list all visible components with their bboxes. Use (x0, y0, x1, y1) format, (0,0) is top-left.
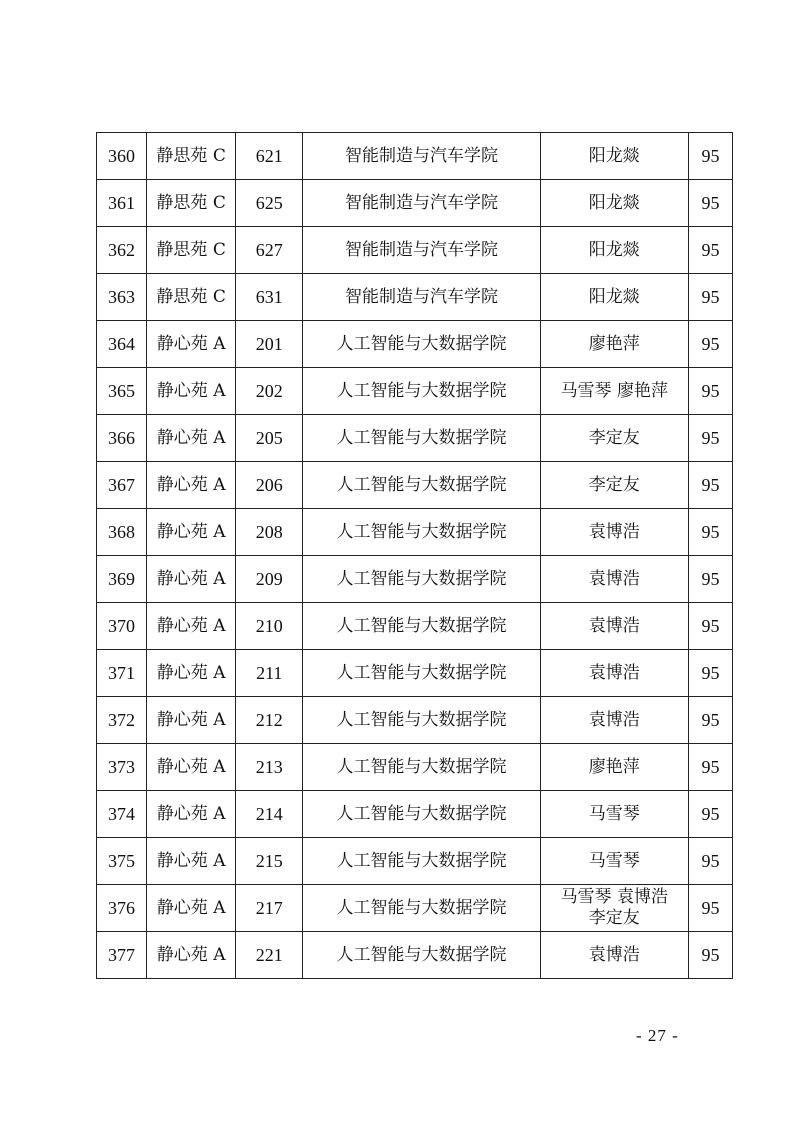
cell-college: 人工智能与大数据学院 (303, 556, 540, 603)
table-row (97, 133, 733, 180)
cell-building: 静思苑 C (147, 227, 236, 274)
cell-college: 人工智能与大数据学院 (303, 791, 540, 838)
cell-advisor: 阳龙燚 (540, 180, 688, 227)
cell-number: 369 (97, 556, 147, 603)
table-row (97, 180, 733, 227)
cell-score: 95 (688, 415, 732, 462)
cell-room: 209 (236, 556, 303, 603)
cell-advisor (540, 885, 688, 932)
cell-building: 静心苑 A (147, 932, 236, 979)
cell-building: 静思苑 C (147, 274, 236, 321)
cell-building: 静思苑 C (147, 133, 236, 180)
cell-room: 213 (236, 744, 303, 791)
cell-score: 95 (688, 885, 732, 932)
table-row (97, 368, 733, 415)
cell-room: 210 (236, 603, 303, 650)
cell-number: 366 (97, 415, 147, 462)
cell-college: 人工智能与大数据学院 (303, 415, 540, 462)
cell-building: 静心苑 A (147, 321, 236, 368)
table-row (97, 227, 733, 274)
cell-number: 374 (97, 791, 147, 838)
table-row (97, 415, 733, 462)
table-row (97, 838, 733, 885)
cell-room: 212 (236, 697, 303, 744)
cell-score: 95 (688, 932, 732, 979)
cell-building: 静心苑 A (147, 556, 236, 603)
cell-number: 365 (97, 368, 147, 415)
cell-building: 静思苑 C (147, 180, 236, 227)
cell-number: 364 (97, 321, 147, 368)
cell-score: 95 (688, 227, 732, 274)
cell-advisor: 袁博浩 (540, 932, 688, 979)
cell-building: 静心苑 A (147, 509, 236, 556)
cell-score: 95 (688, 744, 732, 791)
cell-room: 631 (236, 274, 303, 321)
cell-college: 人工智能与大数据学院 (303, 697, 540, 744)
table-row (97, 932, 733, 979)
cell-number: 376 (97, 885, 147, 932)
cell-building: 静心苑 A (147, 838, 236, 885)
cell-room: 201 (236, 321, 303, 368)
cell-college: 智能制造与汽车学院 (303, 227, 540, 274)
cell-number: 362 (97, 227, 147, 274)
advisor-line: 李定友 (588, 908, 640, 928)
cell-score: 95 (688, 650, 732, 697)
cell-number: 363 (97, 274, 147, 321)
table-row (97, 321, 733, 368)
cell-building: 静心苑 A (147, 462, 236, 509)
cell-room: 215 (236, 838, 303, 885)
cell-room: 627 (236, 227, 303, 274)
cell-advisor: 廖艳萍 (540, 744, 688, 791)
cell-building: 静心苑 A (147, 415, 236, 462)
cell-room: 211 (236, 650, 303, 697)
cell-room: 221 (236, 932, 303, 979)
cell-score: 95 (688, 556, 732, 603)
cell-score: 95 (688, 838, 732, 885)
table-body (97, 133, 733, 979)
table-row (97, 462, 733, 509)
cell-score: 95 (688, 791, 732, 838)
cell-advisor: 马雪琴 (540, 791, 688, 838)
cell-advisor: 李定友 (540, 415, 688, 462)
cell-number: 370 (97, 603, 147, 650)
cell-room: 202 (236, 368, 303, 415)
cell-advisor: 袁博浩 (540, 697, 688, 744)
cell-advisor: 袁博浩 (540, 556, 688, 603)
cell-college: 人工智能与大数据学院 (303, 932, 540, 979)
cell-advisor: 袁博浩 (540, 650, 688, 697)
cell-advisor: 马雪琴 廖艳萍 (540, 368, 688, 415)
cell-college: 人工智能与大数据学院 (303, 368, 540, 415)
cell-room: 217 (236, 885, 303, 932)
cell-number: 360 (97, 133, 147, 180)
cell-college: 人工智能与大数据学院 (303, 744, 540, 791)
cell-room: 206 (236, 462, 303, 509)
table-row (97, 744, 733, 791)
table-row (97, 697, 733, 744)
table-row (97, 274, 733, 321)
cell-building: 静心苑 A (147, 791, 236, 838)
cell-college: 人工智能与大数据学院 (303, 603, 540, 650)
cell-score: 95 (688, 180, 732, 227)
cell-advisor: 李定友 (540, 462, 688, 509)
cell-number: 373 (97, 744, 147, 791)
cell-room: 214 (236, 791, 303, 838)
cell-room: 621 (236, 133, 303, 180)
cell-college: 人工智能与大数据学院 (303, 650, 540, 697)
cell-score: 95 (688, 697, 732, 744)
dormitory-score-table (96, 132, 733, 979)
cell-college: 人工智能与大数据学院 (303, 462, 540, 509)
cell-college: 人工智能与大数据学院 (303, 885, 540, 932)
cell-building: 静心苑 A (147, 885, 236, 932)
cell-college: 智能制造与汽车学院 (303, 274, 540, 321)
cell-advisor: 阳龙燚 (540, 133, 688, 180)
cell-advisor: 廖艳萍 (540, 321, 688, 368)
table-row (97, 509, 733, 556)
cell-advisor: 阳龙燚 (540, 274, 688, 321)
advisor-line: 马雪琴 袁博浩 (560, 887, 668, 907)
cell-score: 95 (688, 509, 732, 556)
cell-score: 95 (688, 603, 732, 650)
cell-building: 静心苑 A (147, 744, 236, 791)
cell-room: 625 (236, 180, 303, 227)
cell-advisor: 袁博浩 (540, 509, 688, 556)
cell-college: 人工智能与大数据学院 (303, 509, 540, 556)
cell-number: 371 (97, 650, 147, 697)
cell-advisor: 阳龙燚 (540, 227, 688, 274)
cell-number: 375 (97, 838, 147, 885)
cell-college: 智能制造与汽车学院 (303, 180, 540, 227)
cell-college: 智能制造与汽车学院 (303, 133, 540, 180)
cell-number: 367 (97, 462, 147, 509)
cell-number: 361 (97, 180, 147, 227)
cell-building: 静心苑 A (147, 603, 236, 650)
cell-building: 静心苑 A (147, 650, 236, 697)
cell-number: 377 (97, 932, 147, 979)
cell-score: 95 (688, 274, 732, 321)
cell-number: 372 (97, 697, 147, 744)
cell-number: 368 (97, 509, 147, 556)
cell-score: 95 (688, 321, 732, 368)
cell-building: 静心苑 A (147, 368, 236, 415)
cell-building: 静心苑 A (147, 697, 236, 744)
table-row (97, 603, 733, 650)
cell-advisor: 袁博浩 (540, 603, 688, 650)
cell-score: 95 (688, 462, 732, 509)
table-row (97, 556, 733, 603)
cell-college: 人工智能与大数据学院 (303, 838, 540, 885)
table-row (97, 650, 733, 697)
cell-room: 205 (236, 415, 303, 462)
table-row (97, 791, 733, 838)
table-row (97, 885, 733, 932)
cell-advisor: 马雪琴 (540, 838, 688, 885)
cell-score: 95 (688, 368, 732, 415)
cell-room: 208 (236, 509, 303, 556)
cell-college: 人工智能与大数据学院 (303, 321, 540, 368)
page-number: - 27 - (636, 1026, 679, 1045)
cell-score: 95 (688, 133, 732, 180)
